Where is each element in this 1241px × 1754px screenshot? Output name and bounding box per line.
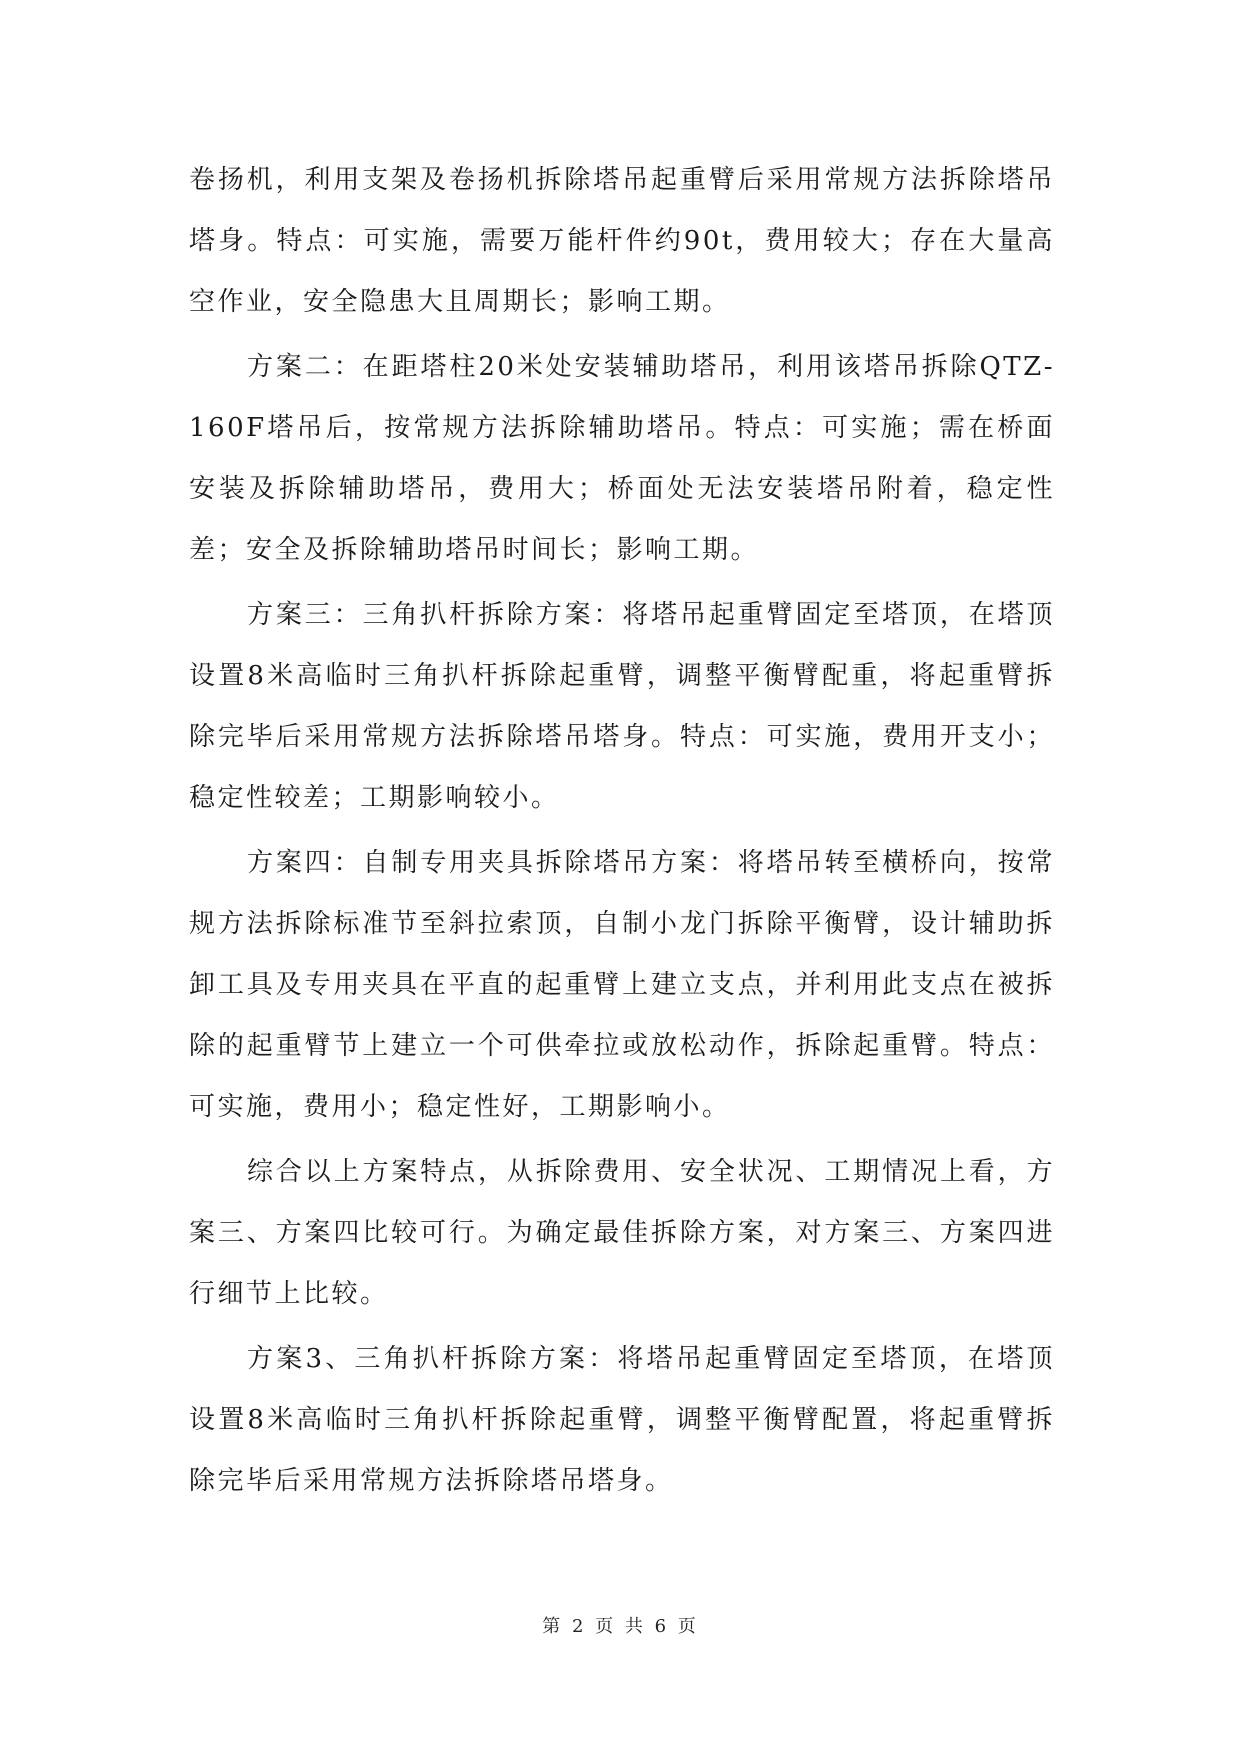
document-body <box>189 150 1055 1516</box>
paragraph-plan-3-detail: 方案3、三角扒杆拆除方案：将塔吊起重臂固定至塔顶，在塔顶设置8米高临时三角扒杆拆除起重臂，调整平衡臂配置，将起重臂拆除完毕后采用常规方法拆除塔吊塔身。 <box>189 1344 1055 1496</box>
paragraph-summary: 综合以上方案特点，从拆除费用、安全状况、工期情况上看，方案三、方案四比较可行。为确定最佳拆除方案，对方案三、方案四进行细节上比较。 <box>189 1157 1055 1309</box>
page-footer: 第 2 页 共 6 页 <box>542 1616 699 1637</box>
paragraph-plan-three: 方案三：三角扒杆拆除方案：将塔吊起重臂固定至塔顶，在塔顶设置8米高临时三角扒杆拆除起重臂，调整平衡臂配重，将起重臂拆除完毕后采用常规方法拆除塔吊塔身。特点：可实施，费用开支小；稳定性较差；工期影响较小。 <box>189 600 1055 813</box>
paragraph-continuation: 卷扬机，利用支架及卷扬机拆除塔吊起重臂后采用常规方法拆除塔吊塔身。特点：可实施，需要万能杆件约90t，费用较大；存在大量高空作业，安全隐患大且周期长；影响工期。 <box>189 165 1055 317</box>
paragraph-plan-two: 方案二：在距塔柱20米处安装辅助塔吊，利用该塔吊拆除QTZ-160F塔吊后，按常规方法拆除辅助塔吊。特点：可实施；需在桥面安装及拆除辅助塔吊，费用大；桥面处无法安装塔吊附着，稳定性差；安全及拆除辅助塔吊时间长；影响工期。 <box>189 352 1055 565</box>
paragraph-plan-four: 方案四：自制专用夹具拆除塔吊方案：将塔吊转至横桥向，按常规方法拆除标准节至斜拉索顶，自制小龙门拆除平衡臂，设计辅助拆卸工具及专用夹具在平直的起重臂上建立支点，并利用此支点在被拆除的起重臂节上建立一个可供牵拉或放松动作，拆除起重臂。特点：可实施，费用小；稳定性好，工期影响小。 <box>189 848 1055 1122</box>
